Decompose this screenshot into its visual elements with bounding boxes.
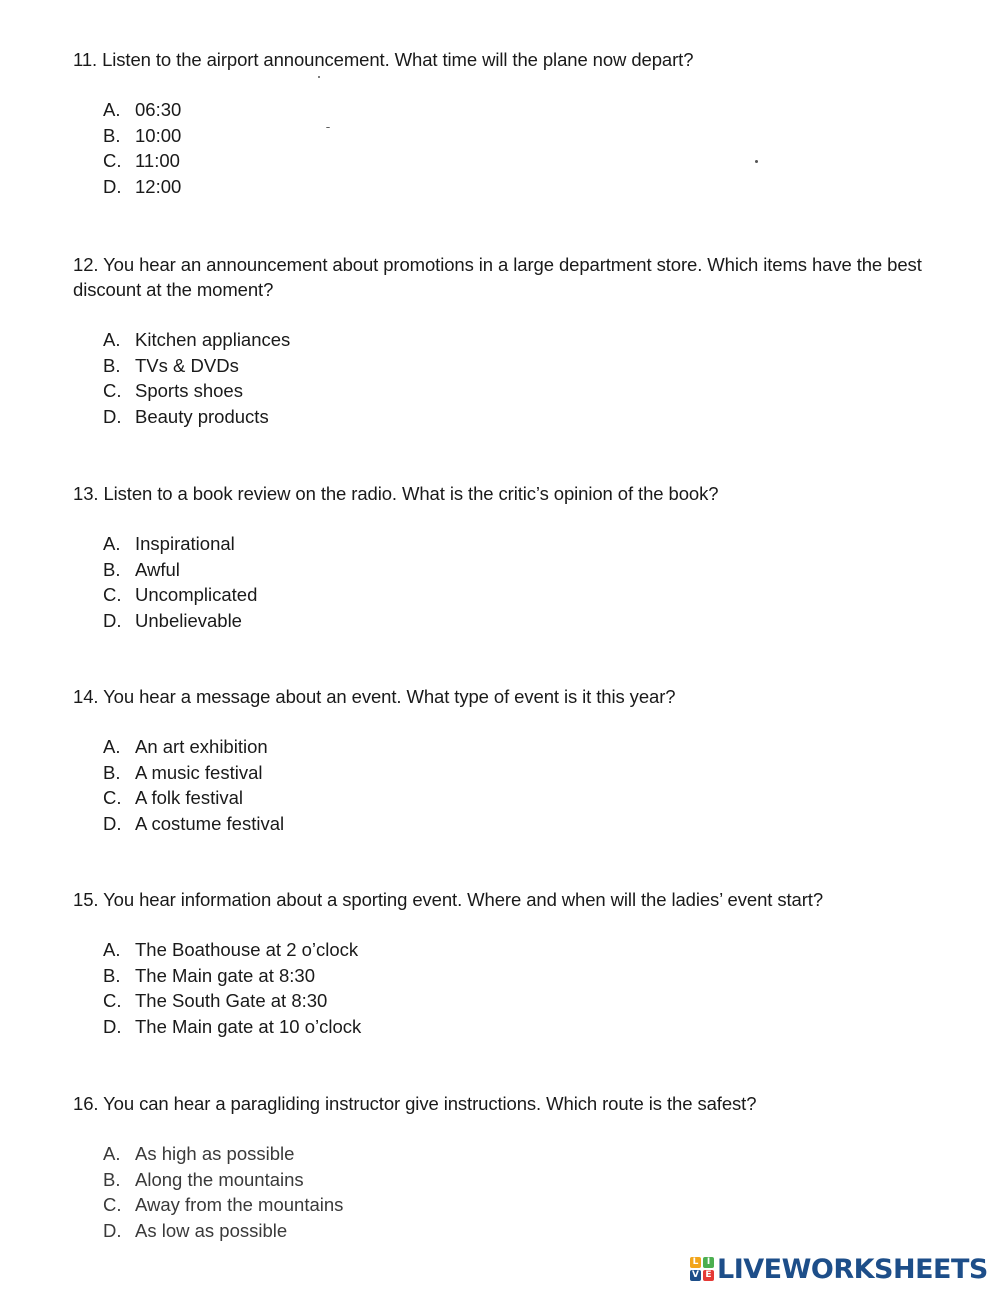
logo-mark-i: I [703, 1257, 714, 1268]
scan-speck [755, 160, 758, 163]
option-text: The South Gate at 8:30 [135, 990, 328, 1011]
scan-speck [318, 76, 320, 78]
question-16-text: 16. You can hear a paragliding instructor give instructions. Which route is the safest? [73, 1093, 757, 1114]
option-text: Kitchen appliances [135, 329, 291, 350]
option-text: Along the mountains [135, 1168, 304, 1190]
question-15 [73, 887, 933, 1037]
option-15-a [103, 937, 361, 963]
option-16-c [103, 1192, 343, 1218]
question-13-options [103, 531, 257, 633]
question-16 [73, 1091, 933, 1241]
option-11-a [103, 97, 181, 123]
logo-mark-l: L [690, 1257, 701, 1268]
logo-mark-v: V [690, 1270, 701, 1281]
option-letter: A. [103, 533, 121, 554]
option-text: TVs & DVDs [135, 354, 239, 376]
option-text: A folk festival [135, 787, 243, 808]
question-15-text: 15. You hear information about a sporting event. Where and when will the ladies’ event start? [73, 889, 824, 910]
option-11-c [103, 148, 181, 174]
option-13-a [103, 531, 257, 557]
question-14 [73, 684, 933, 834]
option-letter: A. [103, 939, 121, 960]
liveworksheets-logo [690, 1254, 988, 1284]
option-letter: B. [103, 964, 121, 986]
option-letter: A. [103, 329, 121, 350]
option-letter: B. [103, 124, 121, 146]
option-12-d [103, 404, 290, 430]
option-letter: B. [103, 1168, 121, 1190]
option-letter: D. [103, 1015, 122, 1037]
option-text: 11:00 [135, 150, 180, 171]
option-15-d [103, 1014, 361, 1040]
option-12-c [103, 378, 290, 404]
liveworksheets-logo-icon [690, 1257, 714, 1281]
option-text: As low as possible [135, 1219, 288, 1241]
question-12-text: 12. You hear an announcement about promotions in a large department store. Which items have the best discount at the moment? [73, 254, 922, 300]
option-letter: C. [103, 380, 122, 401]
option-text: The Boathouse at 2 o’clock [135, 939, 359, 960]
option-text: Unbelievable [135, 609, 242, 631]
option-11-d [103, 174, 181, 200]
question-12-options [103, 327, 290, 429]
option-letter: C. [103, 150, 122, 171]
option-14-d [103, 811, 284, 837]
option-16-b [103, 1167, 343, 1193]
option-text: A costume festival [135, 812, 285, 834]
option-13-c [103, 582, 257, 608]
option-letter: D. [103, 609, 122, 631]
option-text: 12:00 [135, 175, 182, 197]
option-11-b [103, 123, 181, 149]
option-text: Beauty products [135, 405, 269, 427]
option-text: The Main gate at 8:30 [135, 964, 315, 986]
question-14-options [103, 734, 284, 836]
option-text: 10:00 [135, 124, 182, 146]
option-letter: A. [103, 1143, 121, 1164]
option-14-a [103, 734, 284, 760]
scan-speck [326, 127, 330, 128]
option-text: Sports shoes [135, 380, 243, 401]
option-letter: D. [103, 175, 122, 197]
question-13-text: 13. Listen to a book review on the radio. What is the critic’s opinion of the book? [73, 483, 719, 504]
logo-mark-e: E [703, 1270, 714, 1281]
option-letter: D. [103, 1219, 122, 1241]
option-text: As high as possible [135, 1143, 295, 1164]
option-16-d [103, 1218, 343, 1244]
question-16-options [103, 1141, 343, 1243]
question-11-text: 11. Listen to the airport announcement. What time will the plane now depart? [73, 49, 694, 70]
option-letter: D. [103, 812, 122, 834]
option-16-a [103, 1141, 343, 1167]
option-12-b [103, 353, 290, 379]
option-letter: C. [103, 990, 122, 1011]
question-15-options [103, 937, 361, 1039]
question-11-options [103, 97, 181, 199]
option-13-b [103, 557, 257, 583]
option-text: Awful [135, 558, 180, 580]
option-letter: B. [103, 354, 121, 376]
option-letter: B. [103, 761, 121, 783]
question-11 [73, 47, 933, 197]
option-12-a [103, 327, 290, 353]
option-letter: C. [103, 1194, 122, 1215]
question-12 [73, 252, 933, 427]
option-text: 06:30 [135, 99, 182, 120]
option-letter: B. [103, 558, 121, 580]
question-14-text: 14. You hear a message about an event. What type of event is it this year? [73, 686, 676, 707]
option-15-b [103, 963, 361, 989]
option-letter: A. [103, 736, 121, 757]
option-letter: D. [103, 405, 122, 427]
question-13 [73, 481, 933, 631]
option-text: Inspirational [135, 533, 235, 554]
option-text: An art exhibition [135, 736, 268, 757]
option-text: The Main gate at 10 o’clock [135, 1015, 362, 1037]
option-text: Away from the mountains [135, 1194, 344, 1215]
option-text: Uncomplicated [135, 584, 258, 605]
option-letter: A. [103, 99, 121, 120]
logo-text: LIVEWORKSHEETS [717, 1253, 988, 1285]
option-14-c [103, 785, 284, 811]
option-letter: C. [103, 787, 122, 808]
option-14-b [103, 760, 284, 786]
option-15-c [103, 988, 361, 1014]
option-13-d [103, 608, 257, 634]
option-letter: C. [103, 584, 122, 605]
option-text: A music festival [135, 761, 263, 783]
